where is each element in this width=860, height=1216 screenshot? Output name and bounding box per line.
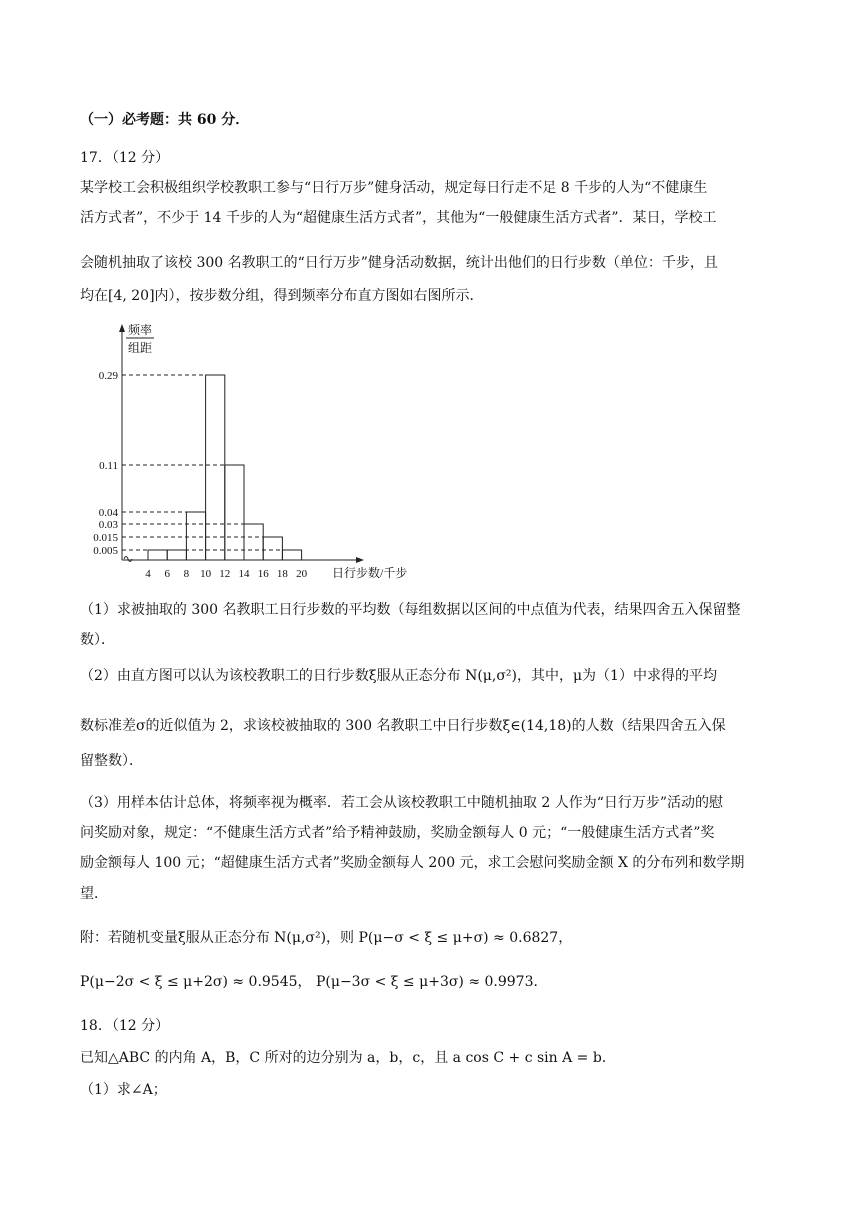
frequency-histogram — [80, 318, 420, 588]
q17-stem-line: 活方式者”，不少于 14 千步的人为“超健康生活方式者”，其他为“一般健康生活方式者”．某日，学校工 — [80, 210, 717, 226]
q17-part1-line: 数）． — [80, 632, 115, 648]
histogram-bar — [225, 465, 244, 560]
histogram-bar — [244, 524, 263, 560]
y-axis-label-bottom: 组距 — [127, 341, 153, 355]
x-tick-label: 14 — [238, 568, 250, 580]
x-tick-label: 18 — [276, 568, 288, 580]
histogram-bar — [282, 550, 301, 560]
y-tick-label: 0.005 — [93, 545, 118, 557]
y-tick-label: 0.29 — [98, 370, 118, 382]
x-tick-label: 20 — [296, 568, 308, 580]
x-tick-label: 4 — [145, 568, 151, 580]
q17-part3-line: （3）用样本估计总体，将频率视为概率．若工会从该校教职工中随机抽取 2 人作为“日行万步”活动的慰 — [80, 795, 724, 811]
q17-part2-line: 数标准差σ的近似值为 2，求该校被抽取的 300 名教职工中日行步数ξ∈(14,18)的人数（结果四舍五入保 — [80, 718, 726, 734]
q17-stem-line: 会随机抽取了该校 300 名教职工的“日行万步”健身活动数据，统计出他们的日行步数（单位：千步，且 — [80, 255, 718, 271]
histogram-bar — [263, 537, 282, 560]
x-axis-label: 日行步数/千步 — [332, 566, 408, 580]
q17-header: 17．（12 分） — [80, 150, 170, 166]
histogram-bar — [148, 550, 167, 560]
q17-stem-line: 某学校工会积极组织学校教职工参与“日行万步”健身活动，规定每日行走不足 8 千步的人为“不健康生 — [80, 180, 708, 196]
section-title: （一）必考题：共 60 分． — [80, 112, 250, 128]
x-tick-label: 12 — [219, 568, 231, 580]
q17-part2-line: 留整数）． — [80, 753, 143, 769]
histogram-bar — [186, 512, 205, 560]
y-axis-arrow — [119, 324, 125, 332]
q18-stem: 已知△ABC 的内角 A，B，C 所对的边分别为 a，b，c，且 a cos C + c sin A = b． — [80, 1050, 616, 1066]
q17-appendix-line: 附：若随机变量ξ服从正态分布 N(μ,σ²)，则 P(μ−σ < ξ ≤ μ+σ) ≈ 0.6827， — [80, 930, 573, 946]
y-tick-label: 0.11 — [99, 460, 118, 472]
q17-part2-line: （2）由直方图可以认为该校教职工的日行步数ξ服从正态分布 N(μ,σ²)，其中，μ为（1）中求得的平均 — [80, 668, 717, 684]
q17-part3-line: 问奖励对象，规定：“不健康生活方式者”给予精神鼓励，奖励金额每人 0 元；“一般健康生活方式者”奖 — [80, 825, 715, 841]
x-tick-label: 8 — [183, 568, 190, 580]
q17-part3-line: 励金额每人 100 元；“超健康生活方式者”奖励金额每人 200 元，求工会慰问奖励金额 X 的分布列和数学期 — [80, 855, 745, 871]
y-tick-label: 0.04 — [98, 507, 118, 519]
y-tick-label: 0.03 — [98, 519, 118, 531]
q17-appendix-line: P(μ−2σ < ξ ≤ μ+2σ) ≈ 0.9545， P(μ−3σ < ξ ≤ μ+3σ) ≈ 0.9973． — [80, 974, 548, 990]
q18-part1: （1）求∠A； — [80, 1082, 167, 1098]
q18-header: 18．（12 分） — [80, 1018, 170, 1034]
x-tick-label: 10 — [200, 568, 212, 580]
histogram-bar — [167, 550, 186, 560]
q17-part3-line: 望． — [80, 886, 108, 902]
x-tick-label: 6 — [164, 568, 170, 580]
x-tick-label: 16 — [257, 568, 269, 580]
axis-break-mark — [124, 557, 132, 562]
y-tick-label: 0.015 — [93, 532, 118, 544]
q17-part1-line: （1）求被抽取的 300 名教职工日行步数的平均数（每组数据以区间的中点值为代表，结果四舍五入保留整 — [80, 602, 741, 618]
q17-stem-line: 均在[4, 20]内），按步数分组，得到频率分布直方图如右图所示． — [80, 288, 484, 304]
y-axis-label-top: 频率 — [127, 323, 153, 337]
histogram-bar — [206, 375, 225, 560]
x-axis-arrow — [356, 557, 364, 563]
